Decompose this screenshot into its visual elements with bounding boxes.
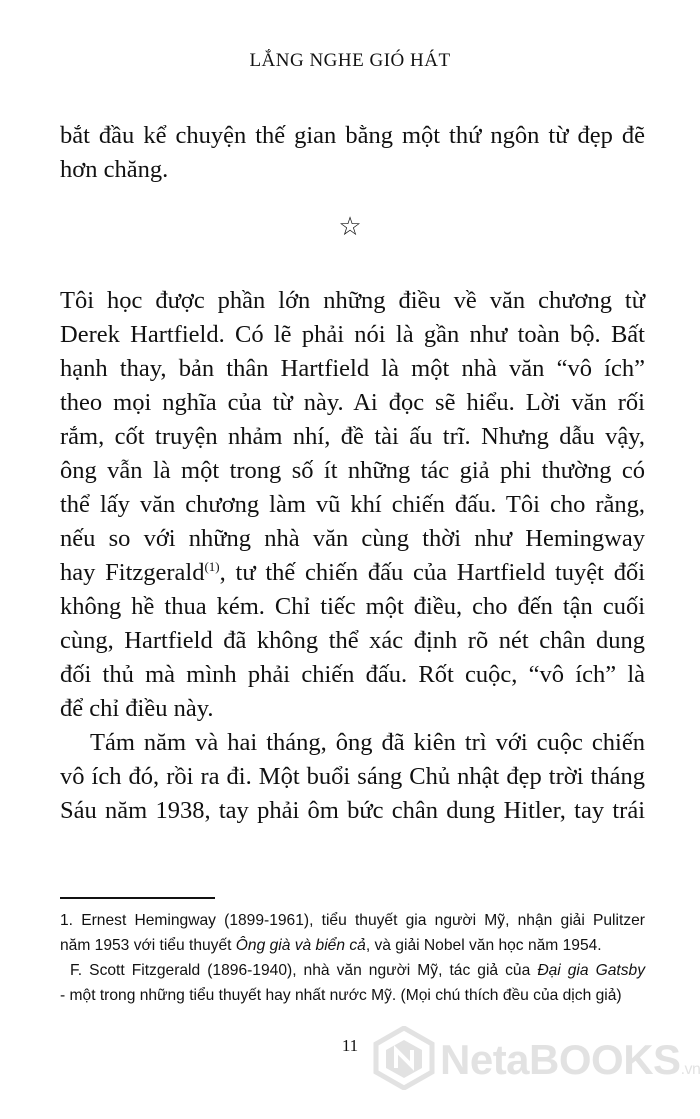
text-line: nếu so với những nhà văn cùng thời như Hemingway <box>60 525 645 552</box>
text-line: hơn chăng. <box>60 156 169 183</box>
text-line: thể lấy văn chương làm vũ khí chiến đấu. Tôi cho rằng, <box>60 491 645 518</box>
text-fragment: năm 1953 với tiểu thuyết <box>60 937 236 954</box>
text-line: để chỉ điều này. <box>60 695 214 722</box>
section-separator-star-icon: ☆ <box>338 212 362 242</box>
text-line: rắm, cốt truyện nhảm nhí, đề tài ấu trĩ. Nhưng dẫu vậy, <box>60 423 645 450</box>
text-line: Derek Hartfield. Có lẽ phải nói là gần như toàn bộ. Bất <box>60 321 645 348</box>
book-title: Đại gia Gatsby <box>537 962 645 979</box>
text-line: Tôi học được phần lớn những điều về văn chương từ <box>60 287 645 314</box>
page-number: 11 <box>341 1036 359 1055</box>
text-line: đối thủ mà mình phải chiến đấu. Rốt cuộc, “vô ích” là <box>60 661 645 688</box>
netabooks-logo-icon <box>372 1026 436 1090</box>
book-title: Ông già và biển cả <box>235 937 366 954</box>
footnote-line <box>60 958 645 983</box>
footnote-line: - một trong những tiểu thuyết hay nhất nước Mỹ. (Mọi chú thích đều của dịch giả) <box>60 987 622 1004</box>
footnote-marker: (1) <box>204 559 220 574</box>
footnote-line <box>60 933 645 958</box>
text-line: không hề thua kém. Chỉ tiếc một điều, cho đến tận cuối <box>60 593 645 620</box>
footnote-line: 1. Ernest Hemingway (1899-1961), tiểu thuyết gia người Mỹ, nhận giải Pulitzer <box>60 912 645 929</box>
text-fragment: , và giải Nobel văn học năm 1954. <box>365 937 602 954</box>
text-fragment: hay Fitzgerald <box>60 559 205 586</box>
running-header: LẮNG NGHE GIÓ HÁT <box>249 50 451 71</box>
text-line: vô ích đó, rồi ra đi. Một buổi sáng Chủ nhật đẹp trời tháng <box>60 763 645 790</box>
footnotes <box>60 908 645 1008</box>
paragraph-continued <box>60 119 645 187</box>
text-fragment: , tư thế chiến đấu của Hartfield tuyệt đối <box>219 559 646 586</box>
paragraph-hartfield <box>60 284 645 828</box>
watermark-text: NetaBOOKS.vn <box>440 1036 700 1083</box>
text-fragment: F. Scott Fitzgerald (1896-1940), nhà văn người Mỹ, tác giả của <box>70 962 538 979</box>
text-line: ông vẫn là một trong số ít những tác giả phi thường có <box>60 457 645 484</box>
text-line-with-footnote <box>60 556 645 590</box>
text-line: hạnh thay, bản thân Hartfield là một nhà văn “vô ích” <box>60 355 645 382</box>
text-line: cùng, Hartfield đã không thể xác định rõ nét chân dung <box>60 627 645 654</box>
text-line: Sáu năm 1938, tay phải ôm bức chân dung Hitler, tay trái <box>60 797 645 824</box>
watermark <box>372 1022 700 1102</box>
text-line: Tám năm và hai tháng, ông đã kiên trì với cuộc chiến <box>90 729 645 756</box>
text-line: theo mọi nghĩa của từ này. Ai đọc sẽ hiểu. Lời văn rối <box>60 389 645 416</box>
footnote-divider <box>60 897 215 899</box>
text-line: bắt đầu kể chuyện thế gian bằng một thứ ngôn từ đẹp đẽ <box>60 122 645 149</box>
